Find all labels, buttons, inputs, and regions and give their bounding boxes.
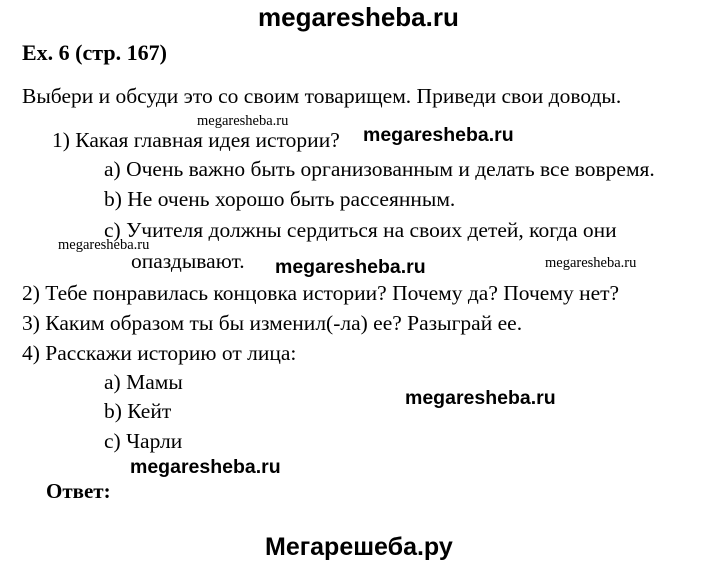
- question-4-option-c: c) Чарли: [104, 429, 183, 453]
- watermark-bold: megaresheba.ru: [363, 124, 514, 146]
- watermark-small: megaresheba.ru: [545, 255, 637, 271]
- answer-label: Ответ:: [46, 479, 111, 503]
- watermark-small: megaresheba.ru: [58, 237, 150, 253]
- question-1-option-c-continued: опаздывают.: [131, 249, 245, 273]
- question-1-option-c: c) Учителя должны сердиться на своих детей, когда они: [104, 218, 617, 242]
- question-2: 2) Тебе понравилась концовка истории? Почему да? Почему нет?: [22, 281, 620, 305]
- watermark-bold: megaresheba.ru: [275, 256, 426, 278]
- footer-brand: Мегарешеба.ру: [265, 533, 453, 561]
- question-3: 3) Каким образом ты бы изменил(-ла) ее? Разыграй ее.: [22, 311, 523, 335]
- watermark-bold: megaresheba.ru: [405, 387, 556, 409]
- exercise-instruction: Выбери и обсуди это со своим товарищем. Приведи свои доводы.: [22, 84, 622, 108]
- watermark-small: megaresheba.ru: [197, 113, 289, 129]
- question-1: 1) Какая главная идея истории?: [52, 128, 340, 152]
- watermark-bold: megaresheba.ru: [130, 456, 281, 478]
- exercise-title: Ex. 6 (стр. 167): [22, 40, 167, 65]
- question-1-option-b: b) Не очень хорошо быть рассеянным.: [104, 187, 456, 211]
- question-4-option-b: b) Кейт: [104, 399, 172, 423]
- question-1-option-a: a) Очень важно быть организованным и делать все вовремя.: [104, 157, 655, 181]
- question-4: 4) Расскажи историю от лица:: [22, 341, 297, 365]
- site-title: megaresheba.ru: [258, 2, 459, 32]
- question-4-option-a: a) Мамы: [104, 370, 183, 394]
